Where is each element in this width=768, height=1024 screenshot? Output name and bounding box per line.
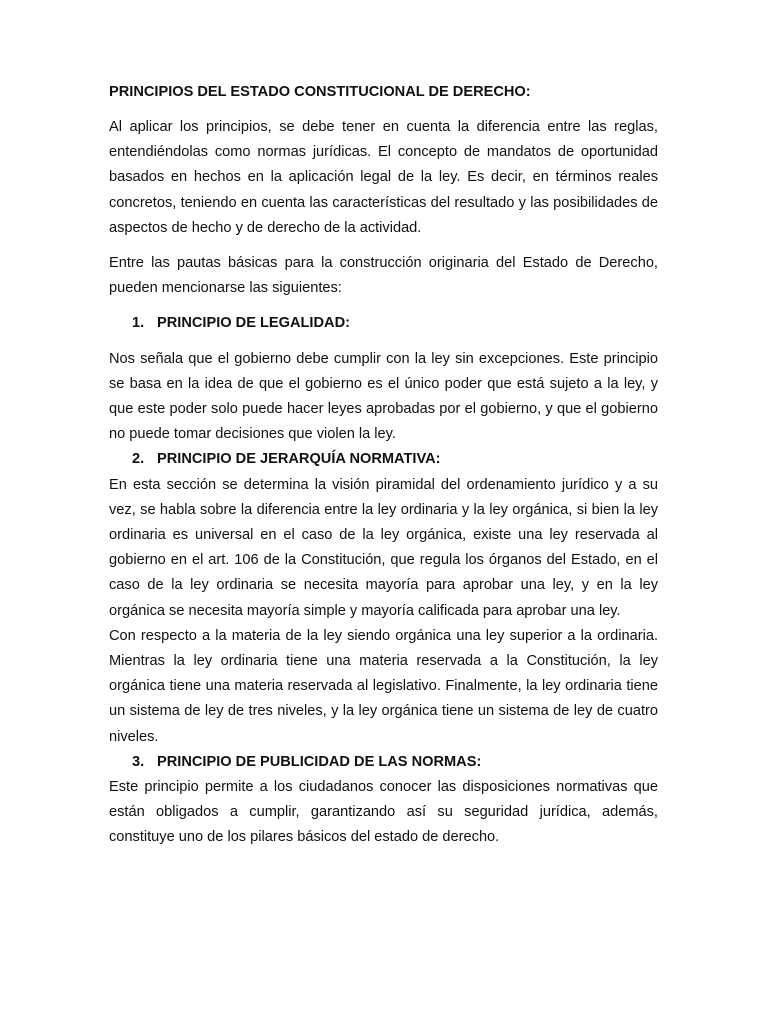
section-heading-legalidad <box>109 311 658 336</box>
section-title: PRINCIPIO DE PUBLICIDAD DE LAS NORMAS: <box>157 753 482 770</box>
section-paragraph-publicidad: Este principio permite a los ciudadanos conocer las disposiciones normativas que están obligados a cumplir, garantizando así su seguridad jurídica, además, constituye uno de los pilares básicos del estado de derecho. <box>109 779 658 846</box>
intro-paragraph-1: Al aplicar los principios, se debe tener en cuenta la diferencia entre las reglas, entendiéndolas como normas jurídicas. El concepto de mandatos de oportunidad basados en hechos en la aplicación legal de la ley. Es decir, en términos reales concretos, teniendo en cuenta las características del resultado y las posibilidades de aspectos de hecho y de derecho de la actividad. <box>109 119 658 236</box>
section-number: 1. <box>132 315 145 332</box>
section-number: 3. <box>132 753 145 770</box>
section-heading-jerarquia <box>109 447 658 472</box>
section-paragraph-legalidad: Nos señala que el gobierno debe cumplir con la ley sin excepciones. Este principio se basa en la idea de que el gobierno es el único poder que está sujeto a la ley, y que este poder solo puede hacer leyes aprobadas por el gobierno, y que el gobierno no puede tomar decisiones que violen la ley. <box>109 350 658 443</box>
intro-paragraph-2: Entre las pautas básicas para la construcción originaria del Estado de Derecho, pueden mencionarse las siguientes: <box>109 255 658 297</box>
section-paragraph-jerarquia-1: En esta sección se determina la visión piramidal del ordenamiento jurídico y a su vez, se habla sobre la diferencia entre la ley ordinaria y la ley orgánica, si bien la ley ordinaria es universal en el caso de la ley orgánica, existe una ley reservada al gobierno en el art. 106 de la Constitución, que regula los órganos del Estado, en el caso de la ley ordinaria se necesita mayoría para aprobar una ley, y en la ley orgánica se necesita mayoría simple y mayoría calificada para aprobar una ley. <box>109 476 658 619</box>
section-title: PRINCIPIO DE JERARQUÍA NORMATIVA: <box>157 451 441 468</box>
section-paragraph-jerarquia-2: Con respecto a la materia de la ley siendo orgánica una ley superior a la ordinaria. Mientras la ley ordinaria tiene una materia reservada a la Constitución, la ley orgánica tiene una materia reservada al legislativo. Finalmente, la ley ordinaria tiene un sistema de ley de tres niveles, y la ley orgánica tiene un sistema de ley de cuatro niveles. <box>109 627 658 745</box>
section-title: PRINCIPIO DE LEGALIDAD: <box>157 315 350 332</box>
section-heading-publicidad <box>109 750 658 775</box>
section-number: 2. <box>132 451 145 468</box>
document-title: PRINCIPIOS DEL ESTADO CONSTITUCIONAL DE DERECHO: <box>109 84 531 100</box>
